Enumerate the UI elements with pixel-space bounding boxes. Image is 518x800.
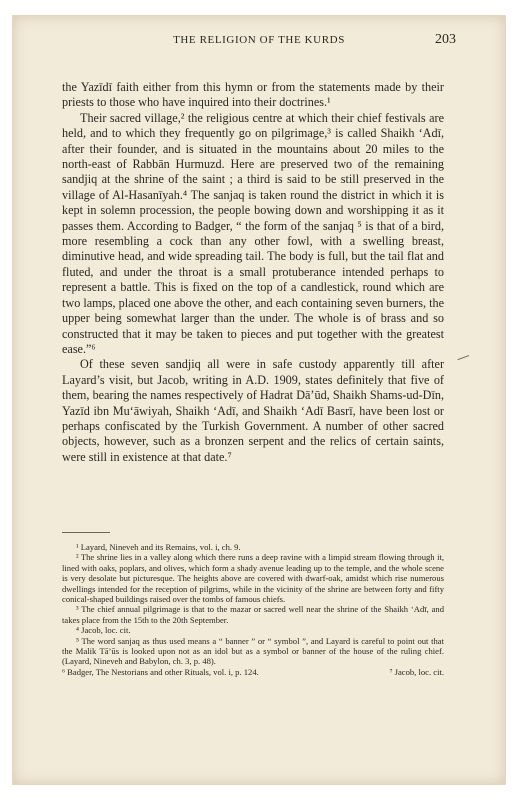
running-title: THE RELIGION OF THE KURDS (173, 34, 345, 46)
paragraph: Of these seven sandjiq all were in safe custody apparently till after Layard’s visit, but Jacob, writing in A.D. 1909, states definitely that five of them, bearing the names respectively of Hadrat Dā’ūd, Shaikh Shams-ud-Dīn, Yazīd ibn Mu‘āwiyah, Shaikh ‘Adī, and Shaikh ‘Adī Basrī, have been lost or perhaps confiscated by the Turkish Government. A number of other sacred objects, however, such as a bronzen serpent and the relics of certain saints, were still in existence at that date.⁷ (62, 357, 444, 464)
footnote: ² The shrine lies in a valley along which there runs a deep ravine with a limpid stream flowing through it, lined with oaks, poplars, and olives, which form a shady avenue leading up to the temple, and the whole scene is very desolate but picturesque. The heights above are covered with dwarf-oak, amidst which rise numerous dwellings intended for the reception of pilgrims, while in the vicinity of the shrine are between forty and fifty conical-shaped buildings raised over the tombs of famous chiefs. (62, 552, 444, 605)
footnote: ⁶ Badger, The Nestorians and other Rituals, vol. i, p. 124. (62, 666, 259, 677)
page-number: 203 (435, 32, 456, 47)
footnotes (62, 542, 444, 677)
footnote: ⁷ Jacob, loc. cit. (389, 666, 444, 677)
footnote: ³ The chief annual pilgrimage is that to the mazar or sacred well near the shrine of the Shaikh ‘Adī, and takes place from the 15th to the 20th September. (62, 604, 444, 625)
main-text (62, 80, 444, 465)
footnote-separator (62, 532, 110, 533)
footnote-row (62, 667, 444, 677)
paragraph: Their sacred village,² the religious centre at which their chief festivals are held, and to which they frequently go on pilgrimage,³ is called Shaikh ‘Adī, after their founder, and is situated in the mountains about 20 miles to the north-east of Rabbān Hurmuzd. Here are preserved two of the remaining sandjiq at the shrine of the saint ; a third is said to be still preserved in the village of Al-Hasanīyah.⁴ The sanjaq is taken round the district in which it is kept in solemn procession, the people bowing down and worshipping it as it passes them. According to Badger, “ the form of the sanjaq ⁵ is that of a bird, more resembling a cock than any other fowl, with a swelling breast, diminutive head, and wide spreading tail. The body is full, but the tail flat and fluted, and under the throat is a small protuberance intended perhaps to represent a battle. This is fixed on the top of a candlestick, round which are two lamps, placed one above the other, and each containing seven burners, the upper being somewhat larger than the under. The whole is of brass and so constructed that it may be taken to pieces and put together with the greatest ease.”⁶ (62, 110, 444, 356)
footnote: ⁵ The word sanjaq as thus used means a “ banner ” or “ symbol ”, and Layard is careful to point out that the Malik Tā’ūs is looked upon not as an idol but as a symbol or banner of the house of the ruling chief. (Layard, Nineveh and Babylon, ch. 3, p. 48). (62, 635, 444, 667)
footnote: ¹ Layard, Nineveh and its Remains, vol. i, ch. 9. (76, 542, 241, 552)
paragraph: the Yazīdī faith either from this hymn or from the statements made by their priests to those who have inquired into their doctrines.¹ (62, 80, 444, 110)
page-header (62, 34, 456, 52)
footnote: ⁴ Jacob, loc. cit. (76, 625, 131, 636)
